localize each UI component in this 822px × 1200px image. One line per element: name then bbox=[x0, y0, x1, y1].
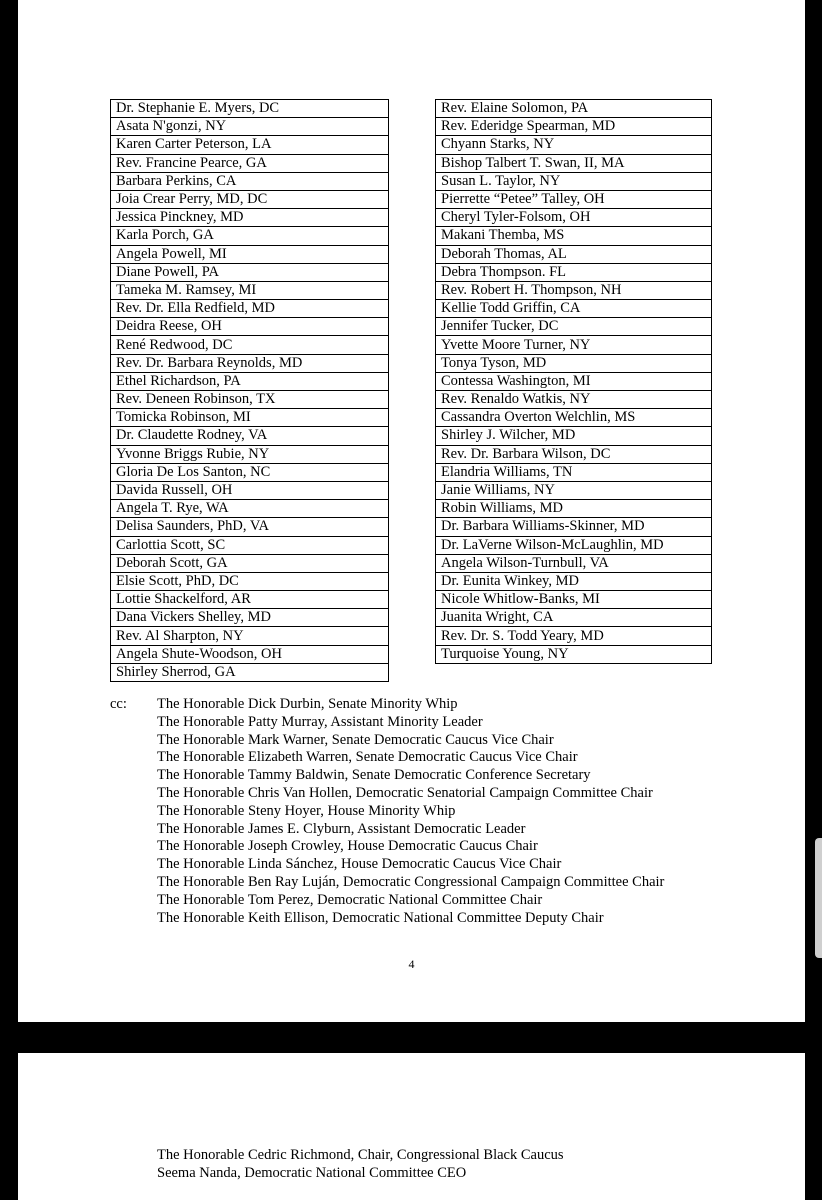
table-row bbox=[111, 463, 389, 481]
table-row bbox=[436, 227, 712, 245]
signatory-name: Dr. Claudette Rodney, VA bbox=[111, 427, 389, 445]
table-row bbox=[436, 463, 712, 481]
signatory-name: Deidra Reese, OH bbox=[111, 318, 389, 336]
table-row bbox=[436, 609, 712, 627]
table-row bbox=[436, 391, 712, 409]
cc-recipient: The Honorable Elizabeth Warren, Senate Democratic Caucus Vice Chair bbox=[157, 749, 578, 766]
table-row bbox=[111, 536, 389, 554]
table-row bbox=[111, 354, 389, 372]
table-row bbox=[436, 572, 712, 590]
signatory-name: Karen Carter Peterson, LA bbox=[111, 136, 389, 154]
signatory-name: Rev. Dr. S. Todd Yeary, MD bbox=[436, 627, 712, 645]
signatory-name: Dr. LaVerne Wilson-McLaughlin, MD bbox=[436, 536, 712, 554]
cc-recipient: The Honorable Tom Perez, Democratic National Committee Chair bbox=[157, 891, 543, 908]
table-row bbox=[111, 554, 389, 572]
table-row bbox=[111, 591, 389, 609]
signatory-name: Rev. Robert H. Thompson, NH bbox=[436, 281, 712, 299]
signatory-name: Angela Powell, MI bbox=[111, 245, 389, 263]
signatory-name: Angela Shute-Woodson, OH bbox=[111, 645, 389, 663]
table-row bbox=[111, 336, 389, 354]
table-row bbox=[111, 627, 389, 645]
signatory-name: Rev. Ederidge Spearman, MD bbox=[436, 118, 712, 136]
signatory-name: Tomicka Robinson, MI bbox=[111, 409, 389, 427]
signatory-name: Elandria Williams, TN bbox=[436, 463, 712, 481]
cc-recipient: The Honorable James E. Clyburn, Assistant Democratic Leader bbox=[157, 820, 526, 837]
table-row bbox=[111, 481, 389, 499]
table-row bbox=[111, 245, 389, 263]
signatory-name: Deborah Thomas, AL bbox=[436, 245, 712, 263]
signatory-name: Rev. Renaldo Watkis, NY bbox=[436, 391, 712, 409]
signatory-name: Asata N'gonzi, NY bbox=[111, 118, 389, 136]
table-row bbox=[436, 172, 712, 190]
signatory-name: Shirley Sherrod, GA bbox=[111, 663, 389, 681]
table-row bbox=[111, 645, 389, 663]
signatory-name: Nicole Whitlow-Banks, MI bbox=[436, 591, 712, 609]
table-row bbox=[436, 354, 712, 372]
signatory-name: Turquoise Young, NY bbox=[436, 645, 712, 663]
table-row bbox=[436, 100, 712, 118]
table-row bbox=[111, 500, 389, 518]
signatory-name: Janie Williams, NY bbox=[436, 481, 712, 499]
cc-recipient: The Honorable Keith Ellison, Democratic National Committee Deputy Chair bbox=[157, 909, 604, 926]
table-row bbox=[436, 427, 712, 445]
signatory-name: Diane Powell, PA bbox=[111, 263, 389, 281]
signatory-name: Rev. Dr. Barbara Wilson, DC bbox=[436, 445, 712, 463]
signatories-table-right bbox=[435, 99, 712, 664]
table-row bbox=[111, 100, 389, 118]
table-row bbox=[111, 391, 389, 409]
document-page-5 bbox=[18, 1053, 805, 1200]
table-row bbox=[436, 263, 712, 281]
signatory-name: Cassandra Overton Welchlin, MS bbox=[436, 409, 712, 427]
table-row bbox=[111, 300, 389, 318]
table-row bbox=[111, 154, 389, 172]
signatory-name: Angela Wilson-Turnbull, VA bbox=[436, 554, 712, 572]
table-row bbox=[436, 554, 712, 572]
cc-label: cc: bbox=[110, 696, 127, 712]
table-row bbox=[436, 136, 712, 154]
table-row bbox=[111, 263, 389, 281]
table-row bbox=[436, 118, 712, 136]
cc-recipient-list-continued bbox=[157, 1147, 564, 1183]
signatory-name: Gloria De Los Santon, NC bbox=[111, 463, 389, 481]
table-row bbox=[111, 136, 389, 154]
signatory-name: Deborah Scott, GA bbox=[111, 554, 389, 572]
cc-recipient: The Honorable Steny Hoyer, House Minority Whip bbox=[157, 802, 456, 819]
signatory-name: Davida Russell, OH bbox=[111, 481, 389, 499]
signatory-name: Robin Williams, MD bbox=[436, 500, 712, 518]
table-row bbox=[436, 409, 712, 427]
signatory-name: Rev. Francine Pearce, GA bbox=[111, 154, 389, 172]
signatory-name: Contessa Washington, MI bbox=[436, 372, 712, 390]
signatory-name: Elsie Scott, PhD, DC bbox=[111, 572, 389, 590]
signatory-name: Jessica Pinckney, MD bbox=[111, 209, 389, 227]
signatory-name: Rev. Elaine Solomon, PA bbox=[436, 100, 712, 118]
signatory-name: Carlottia Scott, SC bbox=[111, 536, 389, 554]
table-row bbox=[436, 627, 712, 645]
table-row bbox=[436, 591, 712, 609]
signatory-name: Joia Crear Perry, MD, DC bbox=[111, 190, 389, 208]
table-row bbox=[436, 645, 712, 663]
signatory-name: Dr. Stephanie E. Myers, DC bbox=[111, 100, 389, 118]
table-row bbox=[436, 336, 712, 354]
scrollbar-thumb[interactable] bbox=[815, 838, 822, 958]
signatory-name: Karla Porch, GA bbox=[111, 227, 389, 245]
signatory-name: Tonya Tyson, MD bbox=[436, 354, 712, 372]
cc-recipient: Seema Nanda, Democratic National Committee CEO bbox=[157, 1164, 467, 1181]
cc-recipient: The Honorable Dick Durbin, Senate Minority Whip bbox=[157, 696, 458, 712]
table-row bbox=[436, 481, 712, 499]
table-row bbox=[436, 372, 712, 390]
table-row bbox=[111, 609, 389, 627]
signatory-name: Susan L. Taylor, NY bbox=[436, 172, 712, 190]
cc-recipient: The Honorable Patty Murray, Assistant Minority Leader bbox=[157, 713, 483, 730]
signatory-name: Lottie Shackelford, AR bbox=[111, 591, 389, 609]
signatory-name: Dana Vickers Shelley, MD bbox=[111, 609, 389, 627]
cc-recipient: The Honorable Chris Van Hollen, Democratic Senatorial Campaign Committee Chair bbox=[157, 784, 653, 801]
table-row bbox=[436, 445, 712, 463]
table-row bbox=[436, 245, 712, 263]
signatory-name: Debra Thompson. FL bbox=[436, 263, 712, 281]
table-row bbox=[436, 154, 712, 172]
cc-recipient: The Honorable Ben Ray Luján, Democratic Congressional Campaign Committee Chair bbox=[157, 873, 665, 890]
cc-recipient: The Honorable Cedric Richmond, Chair, Congressional Black Caucus bbox=[157, 1147, 564, 1163]
table-row bbox=[436, 536, 712, 554]
signatory-name: Barbara Perkins, CA bbox=[111, 172, 389, 190]
signatory-name: Yvonne Briggs Rubie, NY bbox=[111, 445, 389, 463]
table-row bbox=[436, 318, 712, 336]
table-row bbox=[436, 500, 712, 518]
signatory-name: Kellie Todd Griffin, CA bbox=[436, 300, 712, 318]
cc-recipient-list bbox=[157, 696, 664, 927]
table-row bbox=[111, 518, 389, 536]
cc-recipient: The Honorable Tammy Baldwin, Senate Democratic Conference Secretary bbox=[157, 767, 591, 784]
table-row bbox=[111, 190, 389, 208]
signatory-name: Shirley J. Wilcher, MD bbox=[436, 427, 712, 445]
table-row bbox=[111, 572, 389, 590]
signatory-name: Pierrette “Petee” Talley, OH bbox=[436, 190, 712, 208]
signatory-name: Dr. Eunita Winkey, MD bbox=[436, 572, 712, 590]
table-row bbox=[436, 300, 712, 318]
signatory-name: Rev. Dr. Barbara Reynolds, MD bbox=[111, 354, 389, 372]
cc-recipient: The Honorable Mark Warner, Senate Democratic Caucus Vice Chair bbox=[157, 731, 554, 748]
table-row bbox=[436, 518, 712, 536]
table-row bbox=[436, 190, 712, 208]
signatory-name: Yvette Moore Turner, NY bbox=[436, 336, 712, 354]
document-page-4 bbox=[18, 0, 805, 1022]
signatory-name: René Redwood, DC bbox=[111, 336, 389, 354]
cc-recipient: The Honorable Linda Sánchez, House Democratic Caucus Vice Chair bbox=[157, 856, 562, 873]
table-row bbox=[111, 227, 389, 245]
table-row bbox=[111, 281, 389, 299]
page-number: 4 bbox=[408, 957, 415, 971]
signatory-name: Jennifer Tucker, DC bbox=[436, 318, 712, 336]
signatory-name: Rev. Al Sharpton, NY bbox=[111, 627, 389, 645]
signatory-name: Chyann Starks, NY bbox=[436, 136, 712, 154]
table-row bbox=[436, 281, 712, 299]
signatory-name: Makani Themba, MS bbox=[436, 227, 712, 245]
signatory-name: Rev. Deneen Robinson, TX bbox=[111, 391, 389, 409]
signatory-name: Angela T. Rye, WA bbox=[111, 500, 389, 518]
table-row bbox=[111, 118, 389, 136]
signatory-name: Ethel Richardson, PA bbox=[111, 372, 389, 390]
table-row bbox=[111, 372, 389, 390]
signatory-name: Cheryl Tyler-Folsom, OH bbox=[436, 209, 712, 227]
table-row bbox=[111, 209, 389, 227]
table-row bbox=[111, 172, 389, 190]
signatory-name: Dr. Barbara Williams-Skinner, MD bbox=[436, 518, 712, 536]
signatory-name: Bishop Talbert T. Swan, II, MA bbox=[436, 154, 712, 172]
table-row bbox=[111, 427, 389, 445]
signatory-name: Delisa Saunders, PhD, VA bbox=[111, 518, 389, 536]
cc-recipient: The Honorable Joseph Crowley, House Democratic Caucus Chair bbox=[157, 838, 538, 855]
table-row bbox=[111, 445, 389, 463]
signatory-name: Juanita Wright, CA bbox=[436, 609, 712, 627]
signatory-name: Rev. Dr. Ella Redfield, MD bbox=[111, 300, 389, 318]
table-row bbox=[111, 318, 389, 336]
table-row bbox=[111, 663, 389, 681]
signatory-name: Tameka M. Ramsey, MI bbox=[111, 281, 389, 299]
table-row bbox=[436, 209, 712, 227]
table-row bbox=[111, 409, 389, 427]
signatories-table-left bbox=[110, 99, 389, 682]
